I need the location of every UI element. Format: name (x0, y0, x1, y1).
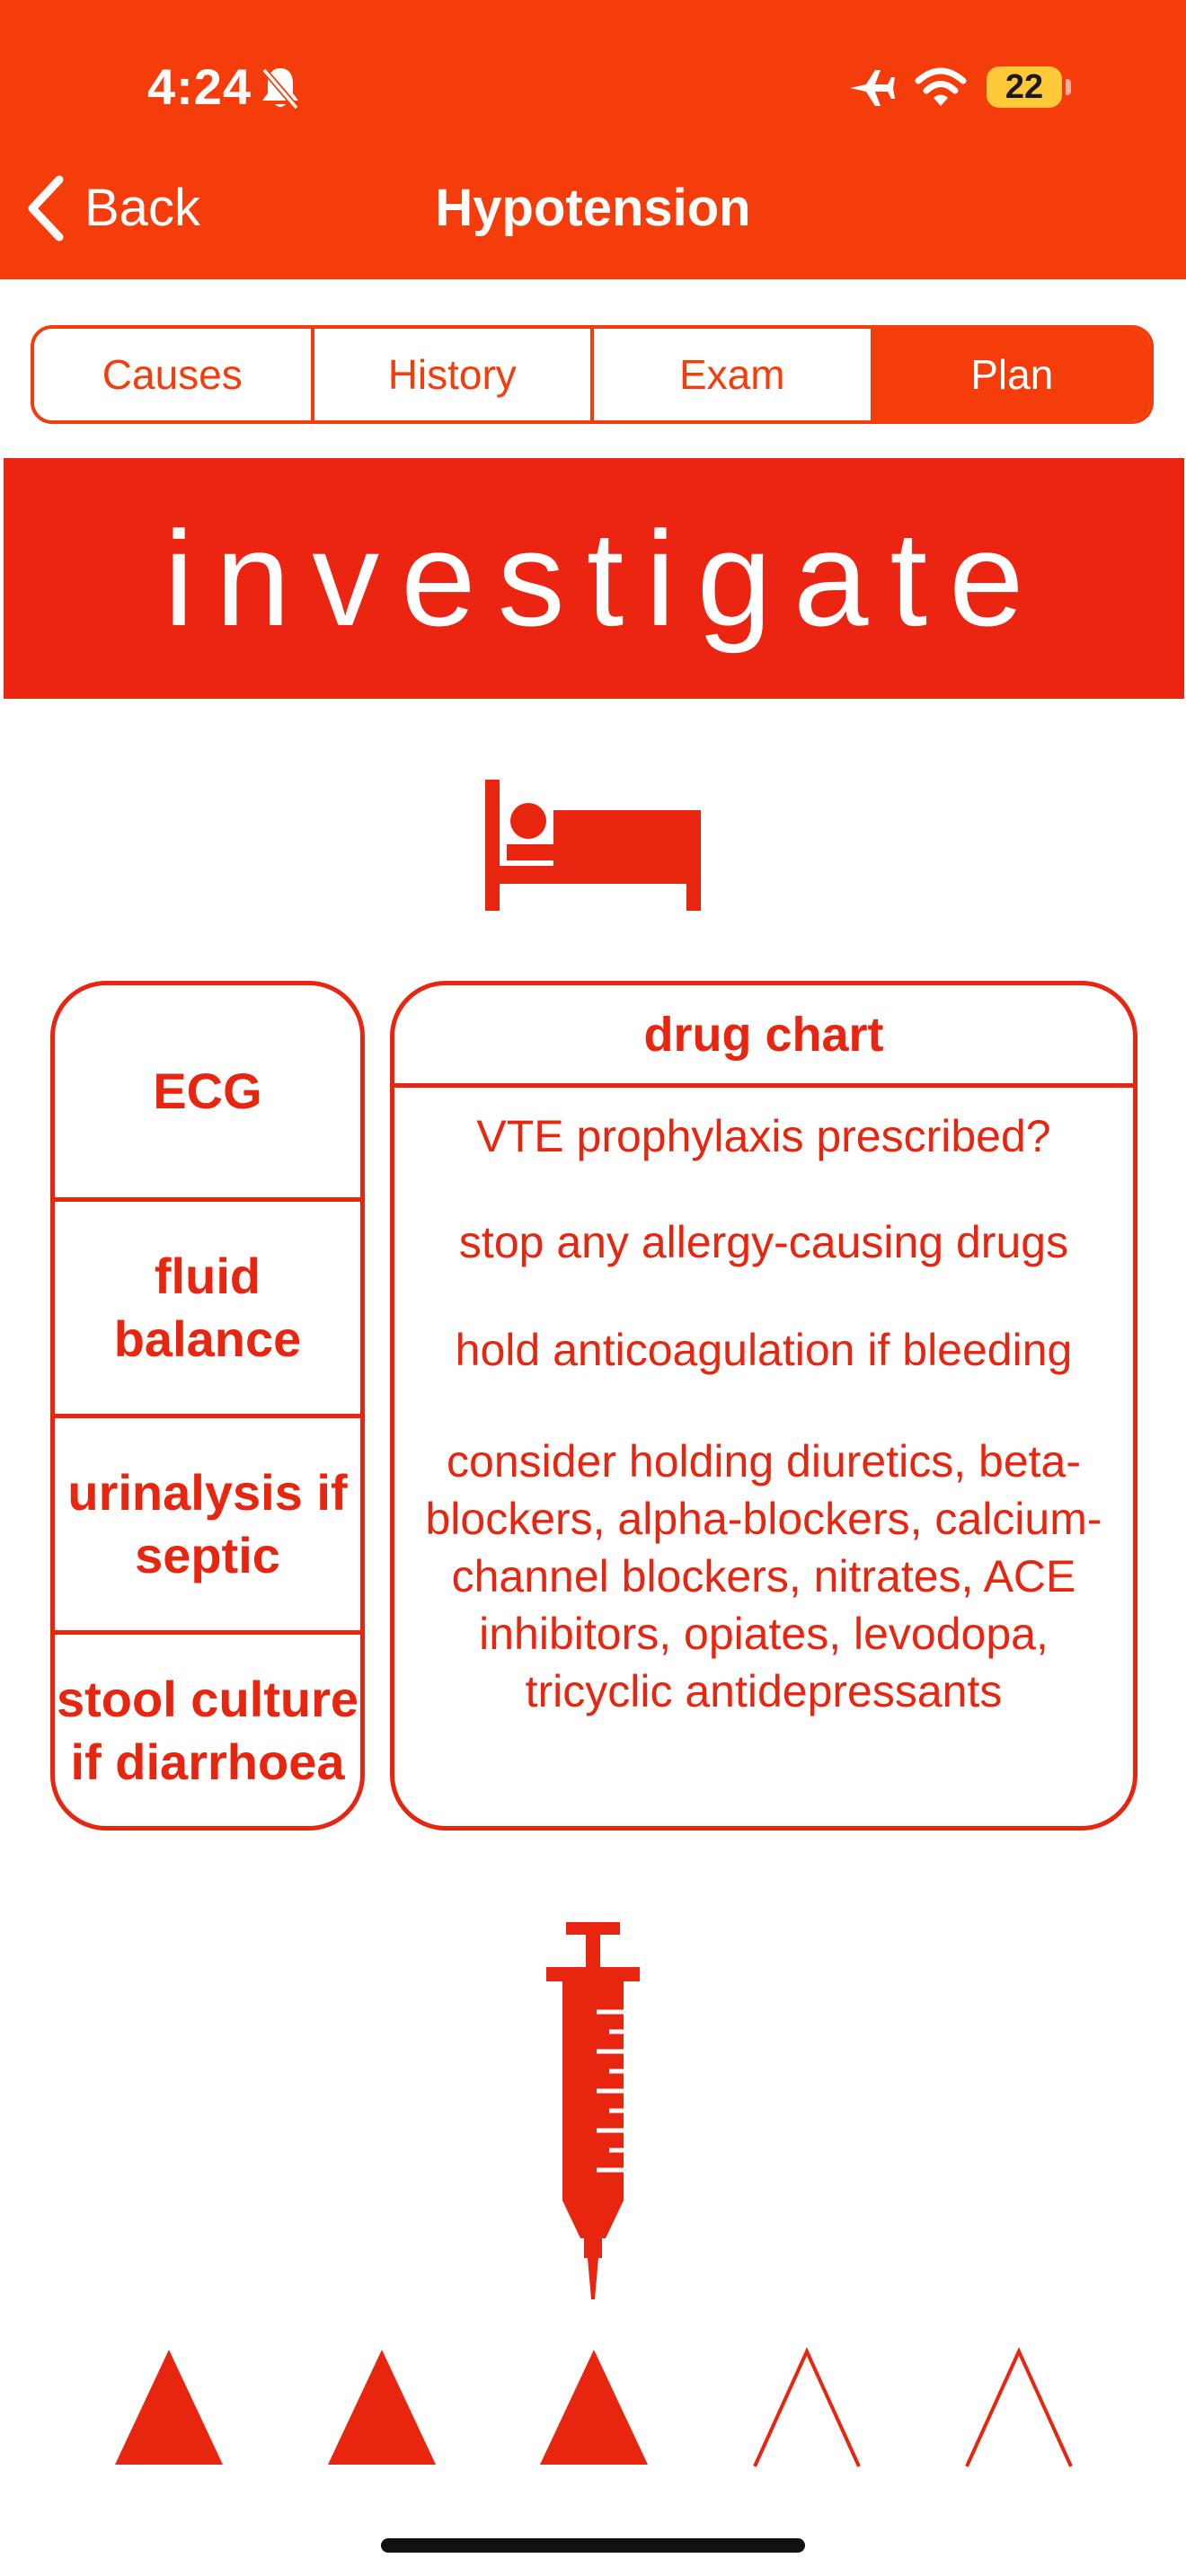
rating-triangle-filled-icon (326, 2346, 438, 2468)
bed-icon (485, 780, 701, 911)
back-label: Back (84, 179, 200, 237)
drug-chart-item: hold anticoagulation if bleeding (455, 1325, 1073, 1375)
section-banner: investigate (4, 458, 1184, 699)
battery-icon: 22 (987, 66, 1062, 108)
wifi-icon (915, 66, 967, 108)
page-title: Hypotension (435, 179, 751, 237)
tab-plan[interactable]: Plan (871, 329, 1151, 420)
tab-causes[interactable]: Causes (34, 329, 311, 420)
battery-cap (1066, 79, 1071, 95)
investigation-urinalysis: urinalysis if septic (55, 1418, 360, 1635)
tab-bar (31, 325, 1154, 424)
investigation-stool-culture: stool culture if diarrhoea (56, 1670, 359, 1790)
drug-chart-item: consider holding diuretics, beta-blockers, alpha-blockers, calcium-channel blockers, nitrates, ACE inhibitors, opiates, levodopa, tricyclic antidepressants (425, 1436, 1102, 1716)
tab-exam[interactable]: Exam (590, 329, 871, 420)
rating-triangle-empty-icon (963, 2346, 1075, 2468)
rating-triangle-filled-icon (113, 2346, 225, 2468)
airplane-icon (846, 65, 897, 111)
syringe-icon (543, 1922, 643, 2299)
drug-chart-box (390, 981, 1137, 1831)
investigation-ecg: ECG (55, 985, 360, 1202)
drug-chart-title: drug chart (394, 985, 1133, 1088)
investigation-fluid-balance: fluid balance (55, 1202, 360, 1418)
drug-chart-item: VTE prophylaxis prescribed? (476, 1111, 1051, 1161)
status-time: 4:24 (147, 58, 252, 115)
investigation-list (50, 981, 365, 1831)
bell-slash-icon (259, 65, 302, 111)
tab-history[interactable]: History (311, 329, 591, 420)
home-indicator[interactable] (381, 2538, 805, 2553)
rating-triangle-filled-icon (538, 2346, 650, 2468)
severity-rating (113, 2346, 1075, 2468)
drug-chart-item: stop any allergy-causing drugs (458, 1217, 1069, 1267)
rating-triangle-empty-icon (751, 2346, 863, 2468)
header (0, 0, 1186, 279)
